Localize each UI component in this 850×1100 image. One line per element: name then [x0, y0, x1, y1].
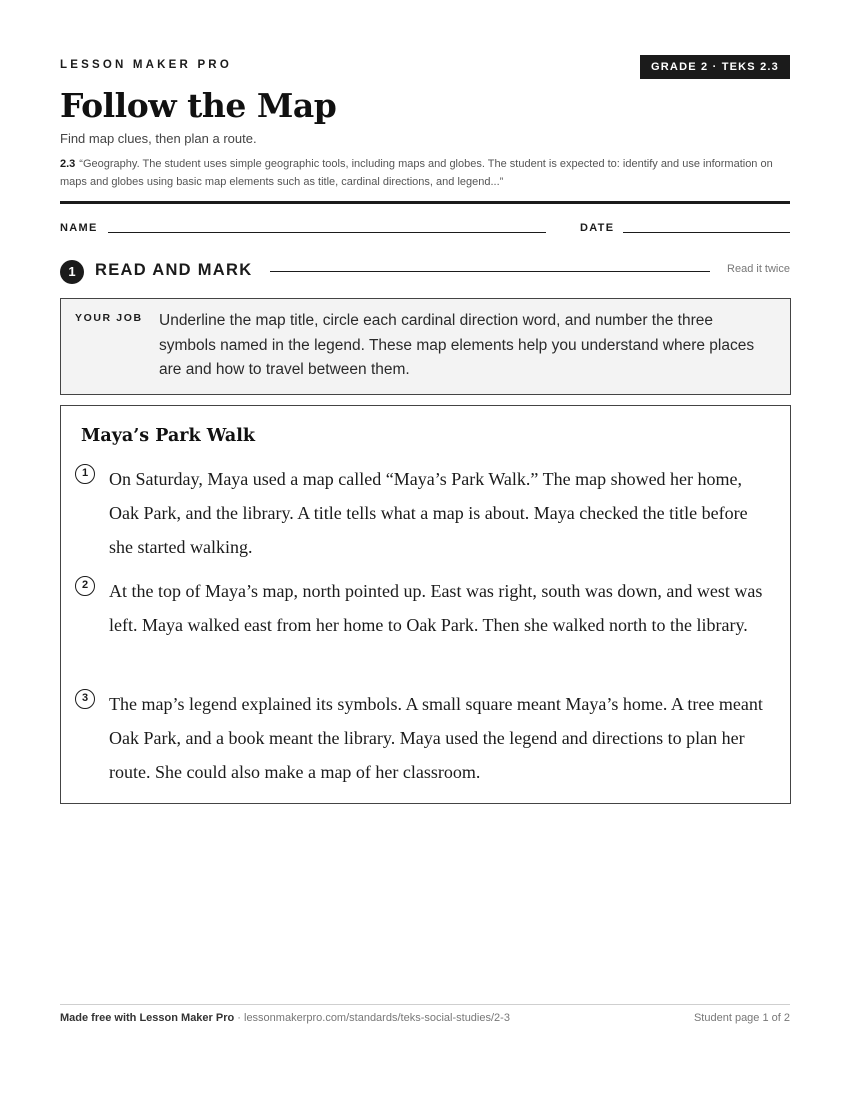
- paragraph-number-badge: 1: [75, 464, 95, 484]
- section-divider: [270, 271, 710, 272]
- reading-passage: [60, 405, 791, 804]
- passage-paragraph: [75, 574, 765, 642]
- paragraph-text: At the top of Maya’s map, north pointed up. East was right, south was down, and west was left. Maya walked east from her home to Oak Park. Then she walked north to the library.: [109, 581, 763, 635]
- paragraph-text: On Saturday, Maya used a map called “Maya’s Park Walk.” The map showed her home, Oak Park, and the library. A title tells what a map is about. Maya checked the title before she started walking.: [109, 469, 748, 557]
- name-label: NAME: [60, 222, 98, 234]
- passage-title: Maya’s Park Walk: [81, 426, 255, 446]
- passage-paragraph: [75, 462, 765, 564]
- footer-separator: ·: [234, 1012, 244, 1024]
- date-field[interactable]: [623, 232, 790, 233]
- footer-made-with: Made free with Lesson Maker Pro: [60, 1012, 235, 1024]
- footer-divider: [60, 1004, 790, 1005]
- footer-url[interactable]: lessonmakerpro.com/standards/teks-social-studies/2-3: [244, 1012, 510, 1024]
- instructions-box: [60, 298, 791, 395]
- grade-badge: GRADE 2 · TEKS 2.3: [640, 55, 790, 79]
- footer-credit: [60, 1012, 510, 1024]
- passage-paragraph: [75, 687, 765, 789]
- name-field[interactable]: [108, 232, 546, 233]
- paragraph-number-badge: 3: [75, 689, 95, 709]
- date-label: DATE: [580, 222, 615, 234]
- section-number-badge: 1: [60, 260, 84, 284]
- standard-code: 2.3: [60, 158, 76, 170]
- paragraph-text: The map’s legend explained its symbols. A small square meant Maya’s home. A tree meant Oak Park, and a book meant the library. Maya used the legend and directions to plan her route. She could also make a map of her classroom.: [109, 694, 763, 782]
- instructions-text: Underline the map title, circle each cardinal direction word, and number the three symbols named in the legend. These map elements help you understand where places are and how to travel between them.: [159, 312, 755, 378]
- paragraph-number-badge: 2: [75, 576, 95, 596]
- standard-text: “Geography. The student uses simple geographic tools, including maps and globes. The student is expected to: identify and use information on maps and globes using basic map elements such as title, cardinal directions, and legend...”: [60, 158, 773, 188]
- section-note: Read it twice: [727, 263, 790, 275]
- header-divider: [60, 201, 790, 204]
- instructions-label: YOUR JOB: [75, 312, 143, 324]
- brand-name: LESSON MAKER PRO: [60, 59, 232, 71]
- footer-page-number: Student page 1 of 2: [693, 1012, 790, 1024]
- section-title: READ AND MARK: [95, 261, 253, 279]
- page-subtitle: Find map clues, then plan a route.: [60, 131, 257, 146]
- page-title: Follow the Map: [60, 86, 337, 125]
- standard-description: [60, 156, 790, 191]
